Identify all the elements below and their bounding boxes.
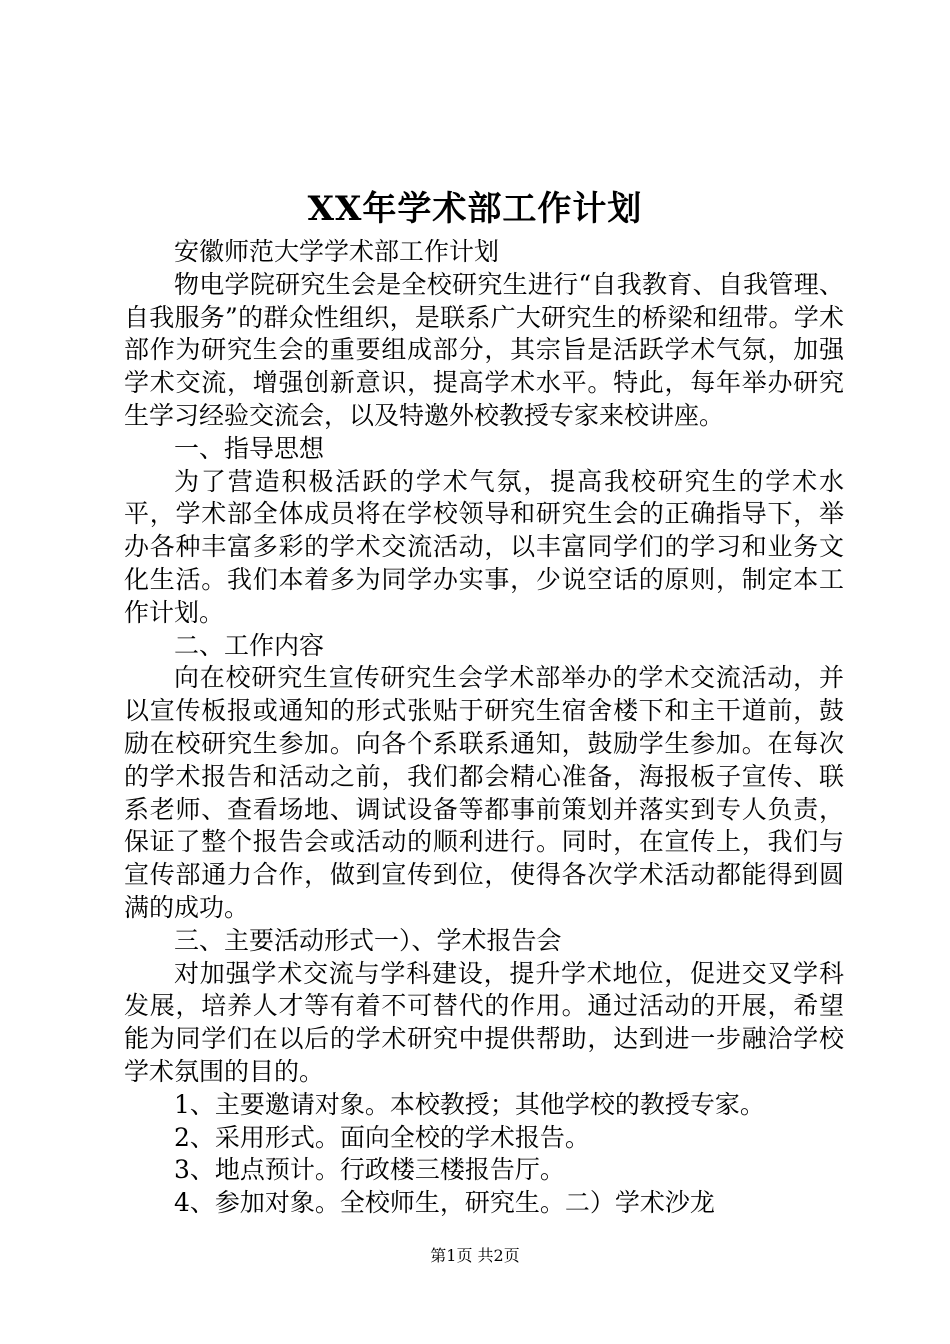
paragraph-subtitle: 安徽师范大学学术部工作计划 [174, 237, 500, 266]
list-item-invitees: 1、主要邀请对象。本校教授；其他学校的教授专家。 [174, 1089, 765, 1119]
document-body [124, 236, 844, 1220]
page-footer: 第1页 共2页 [430, 1246, 520, 1265]
section-heading-activity-forms: 三、主要活动形式一）、学术报告会 [174, 925, 562, 955]
list-item-participants: 4、参加对象。全校师生，研究生。二）学术沙龙 [174, 1188, 715, 1218]
paragraph-work-content: 向在校研究生宣传研究生会学术部举办的学术交流活动，并以宣传板报或通知的形式张贴于研究生宿舍楼下和主干道前，鼓励在校研究生参加。向各个系联系通知，鼓励学生参加。在每次的学术报告和活动之前，我们都会精心准备，海报板子宣传、联系老师、查看场地、调试设备等都事前策划并落实到专人负责，保证了整个报告会或活动的顺利进行。同时，在宣传上，我们与宣传部通力合作，做到宣传到位，使得各次学术活动都能得到圆满的成功。 [124, 663, 844, 922]
section-heading-guiding-ideology: 一、指导思想 [174, 433, 325, 463]
paragraph-activity-forms: 对加强学术交流与学科建设，提升学术地位，促进交叉学科发展，培养人才等有着不可替代的作用。通过活动的开展，希望能为同学们在以后的学术研究中提供帮助，达到进一步融洽学校学术氛围的目的。 [124, 958, 844, 1086]
paragraph-intro: 物电学院研究生会是全校研究生进行“自我教育、自我管理、自我服务”的群众性组织，是联系广大研究生的桥梁和纽带。学术部作为研究生会的重要组成部分，其宗旨是活跃学术气氛，加强学术交流，增强创新意识，提高学术水平。特此，每年举办研究生学习经验交流会，以及特邀外校教授专家来校讲座。 [124, 269, 844, 430]
list-item-location: 3、地点预计。行政楼三楼报告厅。 [174, 1155, 565, 1185]
section-heading-work-content: 二、工作内容 [174, 630, 325, 660]
document-title: XX年学术部工作计划 [307, 189, 643, 229]
list-item-format: 2、采用形式。面向全校的学术报告。 [174, 1122, 590, 1152]
paragraph-guiding-ideology: 为了营造积极活跃的学术气氛，提高我校研究生的学术水平，学术部全体成员将在学校领导和研究生会的正确指导下，举办各种丰富多彩的学术交流活动，以丰富同学们的学习和业务文化生活。我们本着多为同学办实事，少说空话的原则，制定本工作计划。 [124, 466, 844, 627]
